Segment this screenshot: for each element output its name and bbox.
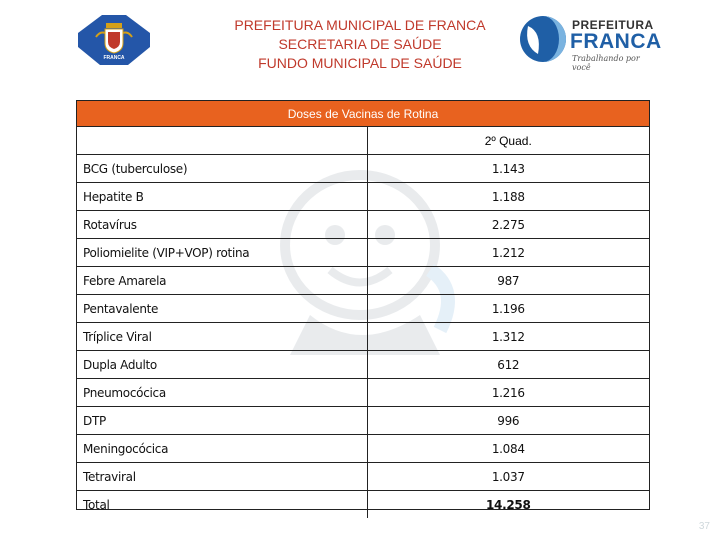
dose-count: 1.037: [367, 463, 649, 491]
vaccine-name: Tríplice Viral: [77, 323, 367, 351]
logo-slogan: Trabalhando por você: [572, 54, 640, 72]
table-row: [77, 239, 649, 267]
dose-count: 1.312: [367, 323, 649, 351]
table-row: [77, 295, 649, 323]
franca-logo-mark-icon: [518, 14, 570, 64]
dose-count: 612: [367, 351, 649, 379]
table-row: [77, 379, 649, 407]
vaccine-name: Rotavírus: [77, 211, 367, 239]
vaccine-name: Meningocócica: [77, 435, 367, 463]
table-row: [77, 435, 649, 463]
table-row: [77, 407, 649, 435]
vaccine-name: DTP: [77, 407, 367, 435]
table-row: [77, 183, 649, 211]
prefeitura-franca-logo: [518, 14, 662, 72]
dose-count: 1.212: [367, 239, 649, 267]
table-row: [77, 211, 649, 239]
vaccine-name: BCG (tuberculose): [77, 155, 367, 183]
vaccine-name: Poliomielite (VIP+VOP) rotina: [77, 239, 367, 267]
logo-main-text: FRANCA: [570, 30, 662, 53]
vaccine-name: Dupla Adulto: [77, 351, 367, 379]
vaccine-name: Hepatite B: [77, 183, 367, 211]
table-title: Doses de Vacinas de Rotina: [77, 101, 649, 127]
dose-count: 14.258: [485, 497, 531, 512]
header-line-1: PREFEITURA MUNICIPAL DE FRANCA: [234, 17, 486, 33]
vaccine-name: Total: [77, 491, 367, 519]
table-row: [77, 351, 649, 379]
table-row: [77, 267, 649, 295]
logo-top-text: PREFEITURA: [572, 18, 654, 32]
vaccine-name: Tetraviral: [77, 463, 367, 491]
column-header-vaccine: [77, 127, 367, 155]
table-row: [77, 323, 649, 351]
vaccine-doses-table: [76, 100, 650, 510]
dose-count: 1.084: [367, 435, 649, 463]
dose-count: 987: [367, 267, 649, 295]
city-coat-of-arms: [78, 15, 150, 65]
vaccine-name: Febre Amarela: [77, 267, 367, 295]
header-line-3: FUNDO MUNICIPAL DE SAÚDE: [258, 55, 462, 71]
table-row: [77, 155, 649, 183]
vaccine-name: Pneumocócica: [77, 379, 367, 407]
dose-count: 1.188: [367, 183, 649, 211]
header-line-2: SECRETARIA DE SAÚDE: [278, 36, 442, 52]
table-row: [77, 463, 649, 491]
vaccine-name: Pentavalente: [77, 295, 367, 323]
dose-count: 996: [367, 407, 649, 435]
dose-count: 1.196: [367, 295, 649, 323]
dose-count: 2.275: [367, 211, 649, 239]
coat-label: FRANCA: [103, 55, 125, 61]
header-title: [200, 16, 520, 73]
column-header-period: 2º Quad.: [367, 127, 649, 155]
dose-count: 1.143: [367, 155, 649, 183]
page-number: 37: [698, 521, 710, 532]
dose-count: 1.216: [367, 379, 649, 407]
total-row: [77, 491, 649, 519]
